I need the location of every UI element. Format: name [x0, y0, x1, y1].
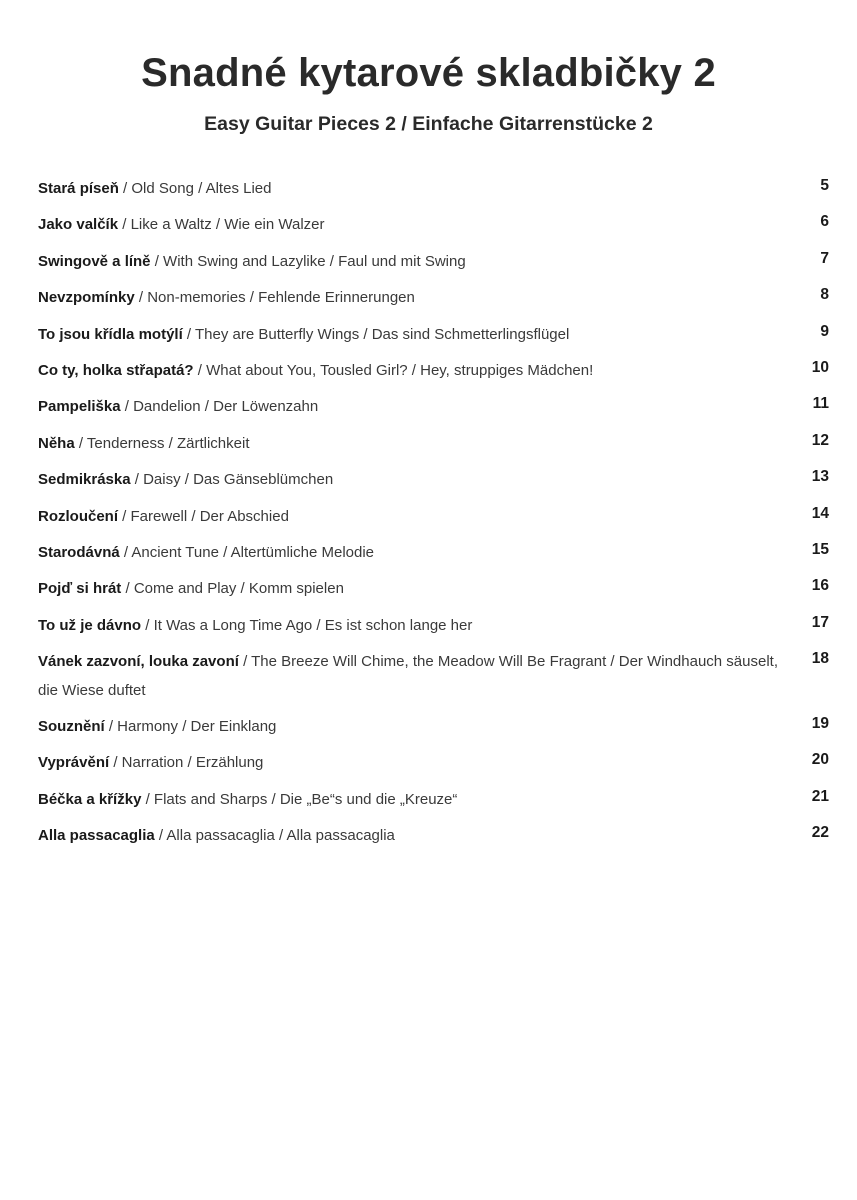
toc-entry — [38, 609, 832, 645]
toc-entry-title — [38, 712, 778, 741]
toc-entry-title — [38, 821, 778, 850]
toc-entry — [38, 710, 832, 746]
toc-page-number: 20 — [811, 751, 829, 769]
toc-entry-title — [38, 785, 778, 814]
toc-title-translations: / What about You, Tousled Girl? / Hey, struppiges Mädchen! — [193, 361, 594, 379]
toc-title-czech: Stará píseň — [38, 180, 119, 197]
toc-title-czech: Rozloučení — [38, 507, 119, 525]
toc-title-translations: / Tenderness / Zärtlichkeit — [74, 434, 250, 452]
toc-title-czech: Souznění — [38, 718, 105, 736]
toc-entry — [38, 536, 832, 572]
toc-title-czech: Swingově a líně — [38, 252, 151, 270]
toc-title-translations: / Non-memories / Fehlende Erinnerungen — [134, 289, 415, 307]
toc-entry-title — [38, 611, 778, 640]
toc-title-translations: / It Was a Long Time Ago / Es ist schon lange her — [141, 616, 473, 634]
toc-title-translations: / Farewell / Der Abschied — [118, 507, 289, 525]
toc-page-number: 17 — [811, 613, 829, 631]
toc-entry-title — [38, 748, 778, 777]
toc-title-translations: / The Breeze Will Chime, the Meadow Will Be Fragrant / Der Windhauch säuselt, die Wiese duftet — [38, 653, 779, 700]
toc-page-number: 16 — [811, 577, 829, 595]
toc-title-czech: Vánek zazvoní, louka zavoní — [38, 653, 239, 671]
toc-entry — [38, 819, 832, 855]
toc-entry — [38, 172, 832, 208]
toc-entry — [38, 245, 832, 281]
toc-title-translations: / Old Song / Altes Lied — [118, 180, 272, 197]
toc-title-czech: Jako valčík — [38, 216, 119, 234]
toc-title-translations: / Daisy / Das Gänseblümchen — [130, 471, 334, 489]
toc-page-number: 21 — [811, 787, 829, 805]
page-title: Snadné kytarové skladbičky 2 — [141, 51, 716, 95]
toc-entry — [38, 427, 832, 463]
toc-page-number: 11 — [812, 395, 829, 413]
toc-entry — [38, 281, 832, 317]
toc-title-translations: / Harmony / Der Einklang — [104, 718, 277, 736]
page-subtitle: Easy Guitar Pieces 2 / Einfache Gitarrenstücke 2 — [204, 113, 653, 135]
toc-page-number: 13 — [811, 468, 829, 486]
toc-entry-title — [38, 392, 778, 421]
toc-entry — [38, 318, 832, 354]
toc-title-czech: Pampeliška — [38, 398, 121, 416]
toc-page-number: 9 — [820, 322, 829, 340]
toc-title-czech: Alla passacaglia — [38, 827, 155, 845]
toc-title-translations: / Flats and Sharps / Die „Be“s und die „Kreuze“ — [141, 790, 458, 808]
toc-entry — [38, 645, 832, 710]
toc-title-translations: / Ancient Tune / Altertümliche Melodie — [119, 543, 375, 561]
toc-entry-title — [38, 356, 778, 385]
toc-page-number: 15 — [811, 540, 829, 558]
toc-title-translations: / Come and Play / Komm spielen — [121, 580, 344, 598]
toc-entry-title — [38, 247, 778, 276]
toc-entry — [38, 354, 832, 390]
toc-entry-title — [38, 320, 778, 349]
toc-title-translations: / Alla passacaglia / Alla passacaglia — [154, 827, 395, 845]
toc-page-number: 12 — [811, 431, 829, 449]
toc-title-translations: / Like a Waltz / Wie ein Walzer — [118, 216, 325, 234]
toc-title-czech: Nevzpomínky — [38, 289, 135, 307]
toc-entry-title — [38, 538, 778, 567]
toc-page-number: 19 — [811, 715, 829, 733]
toc-entry-title — [38, 647, 778, 705]
toc-title-czech: To už je dávno — [38, 616, 142, 634]
toc-page-number: 22 — [811, 824, 829, 842]
toc-entry-title — [38, 465, 778, 494]
toc-entry — [38, 463, 832, 499]
toc-entry — [38, 783, 832, 819]
toc-entry-title — [38, 283, 778, 312]
toc-title-czech: To jsou křídla motýlí — [38, 325, 183, 343]
toc-entry — [38, 390, 832, 426]
toc-entry-title — [38, 210, 778, 239]
toc-entry — [38, 746, 832, 782]
toc-entry-title — [38, 174, 778, 203]
toc-page-number: 5 — [820, 177, 829, 194]
table-of-contents — [38, 172, 832, 856]
toc-title-czech: Starodávná — [38, 543, 120, 561]
toc-page-number: 7 — [820, 249, 829, 267]
toc-entry-title — [38, 574, 778, 603]
toc-title-translations: / With Swing and Lazylike / Faul und mit Swing — [150, 252, 466, 270]
toc-title-translations: / Narration / Erzählung — [109, 754, 264, 772]
toc-entry-title — [38, 502, 778, 531]
toc-title-translations: / Dandelion / Der Löwenzahn — [120, 398, 319, 416]
toc-title-czech: Něha — [38, 434, 75, 452]
toc-page-number: 8 — [820, 286, 829, 304]
toc-title-czech: Sedmikráska — [38, 471, 131, 489]
toc-title-czech: Vyprávění — [38, 754, 110, 772]
toc-title-czech: Béčka a křížky — [38, 790, 142, 808]
toc-title-czech: Co ty, holka střapatá? — [38, 361, 194, 379]
toc-title-czech: Pojď si hrát — [38, 580, 122, 598]
toc-entry — [38, 572, 832, 608]
toc-entry — [38, 208, 832, 244]
toc-entry — [38, 500, 832, 536]
toc-page-number: 14 — [811, 504, 829, 522]
toc-entry-title — [38, 429, 778, 458]
toc-page-number: 10 — [811, 358, 829, 376]
toc-page-number: 18 — [811, 650, 829, 668]
toc-title-translations: / They are Butterfly Wings / Das sind Schmetterlingsflügel — [182, 325, 570, 343]
toc-page-number: 6 — [820, 213, 829, 231]
